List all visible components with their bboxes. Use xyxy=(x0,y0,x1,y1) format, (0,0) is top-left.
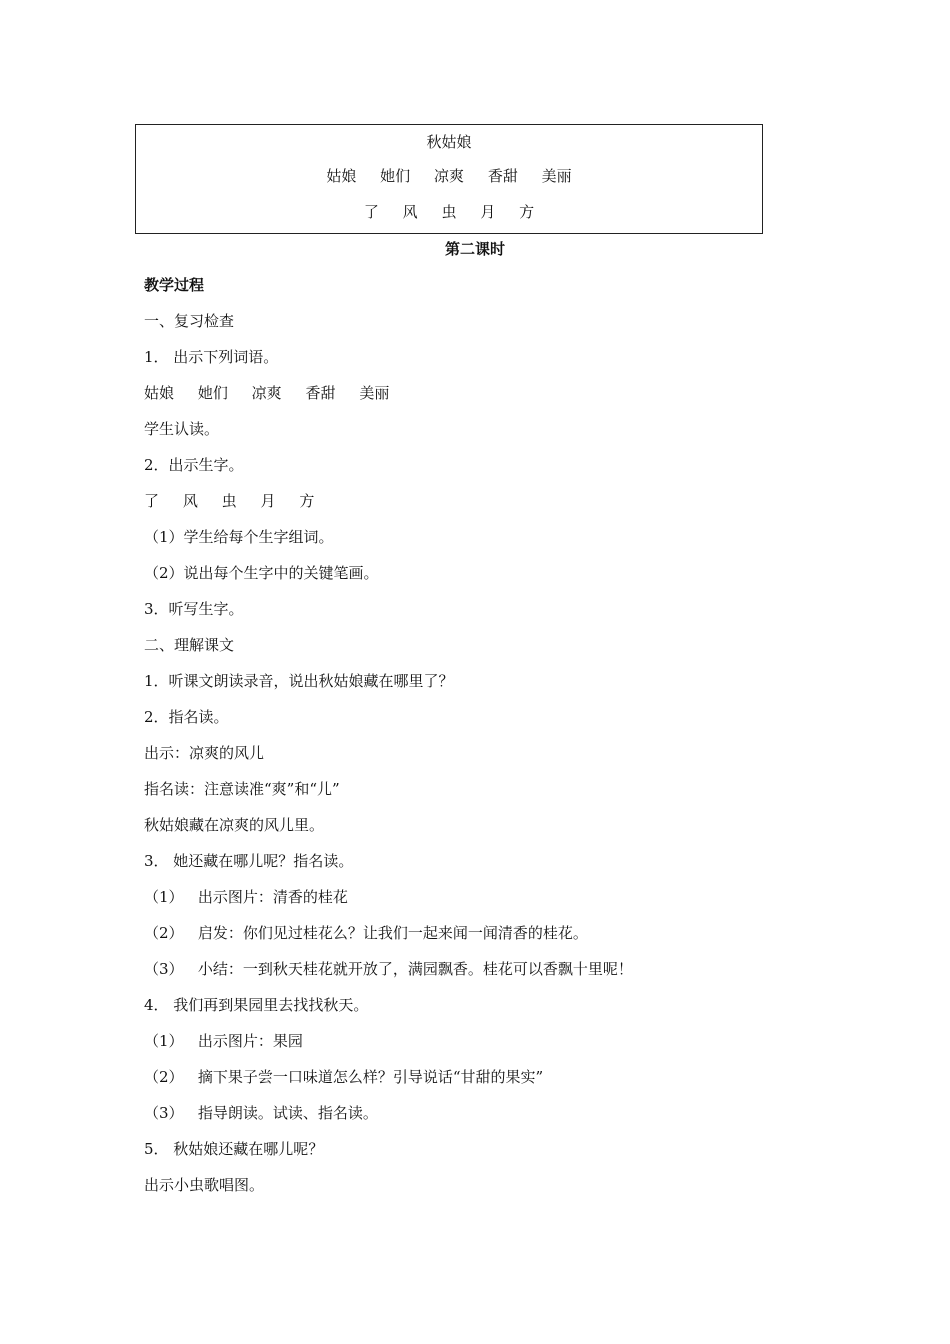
sub-step-line: （2） 摘下果子尝一口味道怎么样？引导说话“甘甜的果实” xyxy=(144,1068,544,1086)
word-list-line: 姑娘 她们 凉爽 香甜 美丽 xyxy=(144,384,390,402)
box-words-line: 姑娘 她们 凉爽 香甜 美丽 xyxy=(326,167,572,185)
section-heading-process: 教学过程 xyxy=(144,276,205,294)
sub-step-line: （1） 出示图片：清香的桂花 xyxy=(144,888,348,906)
step-line: 4． 我们再到果园里去找找秋天。 xyxy=(144,996,369,1014)
step-line: 2．出示生字。 xyxy=(144,456,244,474)
sub-step-line: （1） 出示图片：果园 xyxy=(144,1032,303,1050)
step-line: 出示小虫歌唱图。 xyxy=(144,1176,265,1194)
char-list-line: 了 风 虫 月 方 xyxy=(144,492,315,510)
step-line: 1． 出示下列词语。 xyxy=(144,348,279,366)
step-line: 学生认读。 xyxy=(144,420,220,438)
section-heading-understand: 二、理解课文 xyxy=(144,636,235,654)
sub-step-line: （3） 指导朗读。试读、指名读。 xyxy=(144,1104,378,1122)
section-heading-review: 一、复习检查 xyxy=(144,312,235,330)
step-line: 5． 秋姑娘还藏在哪儿呢？ xyxy=(144,1140,324,1158)
step-line: 指名读：注意读准“爽”和“儿” xyxy=(144,780,340,798)
box-title: 秋姑娘 xyxy=(426,133,472,151)
sub-step-line: （2）说出每个生字中的关键笔画。 xyxy=(144,564,379,582)
step-line: 秋姑娘藏在凉爽的风儿里。 xyxy=(144,816,325,834)
vocabulary-box xyxy=(135,124,763,234)
step-line: 出示：凉爽的风儿 xyxy=(144,744,265,762)
step-line: 2．指名读。 xyxy=(144,708,229,726)
sub-step-line: （1）学生给每个生字组词。 xyxy=(144,528,334,546)
sub-step-line: （2） 启发：你们见过桂花么？让我们一起来闻一闻清香的桂花。 xyxy=(144,924,588,942)
step-line: 3．听写生字。 xyxy=(144,600,244,618)
sub-step-line: （3） 小结：一到秋天桂花就开放了，满园飘香。桂花可以香飘十里呢！ xyxy=(144,960,633,978)
box-chars-line: 了 风 虫 月 方 xyxy=(363,203,535,221)
step-line: 1．听课文朗读录音，说出秋姑娘藏在哪里了？ xyxy=(144,672,454,690)
lesson-title: 第二课时 xyxy=(444,240,505,258)
step-line: 3． 她还藏在哪儿呢？指名读。 xyxy=(144,852,354,870)
